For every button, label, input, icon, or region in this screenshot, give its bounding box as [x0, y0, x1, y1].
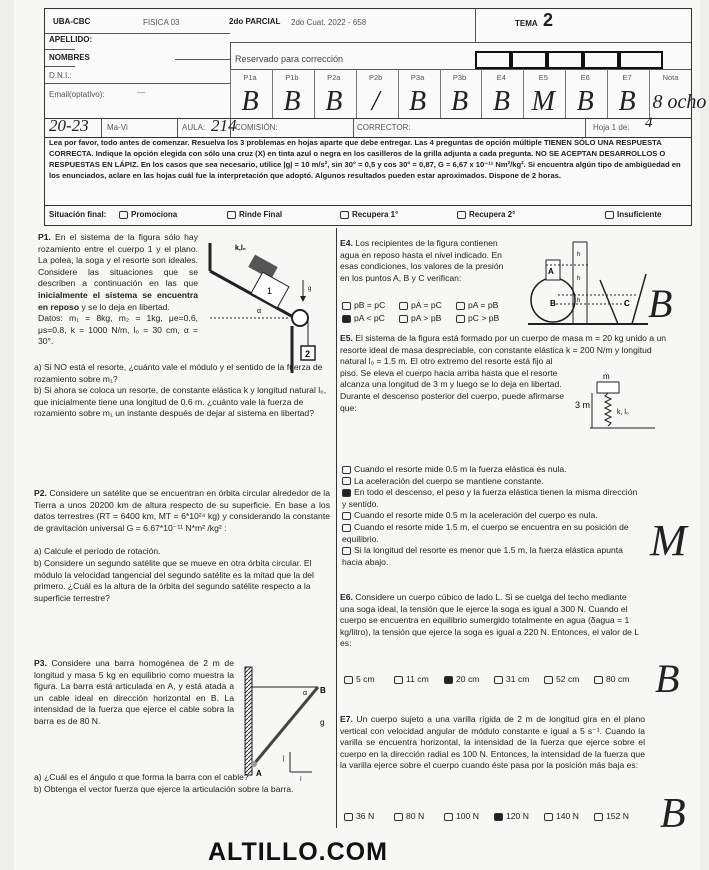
answer-option[interactable] — [344, 673, 375, 685]
answer-option[interactable] — [594, 673, 629, 685]
grade-column-header: E7 — [607, 69, 646, 86]
checkbox[interactable] — [494, 676, 503, 684]
point-a-label: A — [256, 769, 262, 778]
mass-label: m — [603, 372, 610, 381]
answer-option[interactable] — [544, 673, 579, 685]
p1-question-b: b) Si ahora se coloca un resorte, de constante elástica k y longitud natural l₀, que inicialmente tiene una longitud de 0.6 m. ¿cuánto vale la fuerza de rozamiento sobre m₁ un instante después de dejar al sistema en libertad? — [34, 385, 327, 419]
option-label: pA = pB — [468, 300, 499, 310]
option-label: 5 cm — [356, 674, 375, 684]
comision-label: COMISIÓN: — [235, 123, 278, 132]
checkbox[interactable] — [342, 547, 351, 555]
institution: UBA-CBC — [53, 17, 91, 26]
checkbox[interactable] — [444, 813, 453, 821]
p1-datos: Datos: m₁ = 8kg, m₂ = 1kg, μe=0.6, μs=0.8, k = 1000 N/m, l₀ = 30 cm, α = 30°. — [38, 313, 198, 347]
instructions: Lea por favor, todo antes de comenzar. Resuelva los 3 problemas en hojas aparte que debe entregar. Las 4 preguntas de opción múltiple TIENEN SÓLO UNA RESPUESTA CORRECTA. Indique la opción elegida con sólo una cruz (X) en tinta azul o negra en los casilleros de la grilla adjunta a cada pregunta. NO SE ACEPTAN DESARROLLOS O RESPUESTAS EN LÁPIZ. En los casos que sea necesario, utilice |g| = 10 m/s², sin 30° = 0,5 y cos 30° = 0,87, G = 6,67 x 10⁻¹¹ Nm²/kg². Si encuentra algún tipo de ambigüedad en los enunciados, aclare en las hojas cuál fue la interpretación que adoptó. Algunos resultados pueden estar aproximados. Dispone de 2 horas. — [49, 138, 681, 180]
svg-text:h: h — [577, 276, 581, 282]
grade-value: B — [230, 86, 269, 118]
situacion-rinde-final[interactable]: Rinde Final — [227, 210, 282, 219]
answer-option[interactable] — [342, 476, 642, 488]
option-label: pA = pC — [411, 300, 442, 310]
option-label: Cuando el resorte mide 0.5 m la fuerza elástica es nula. — [354, 464, 567, 474]
option-label: Si la longitud del resorte es menor que 1.5 m, la fuerza elástica apunta hacia abajo. — [342, 545, 623, 567]
reserved-box — [511, 51, 547, 69]
option-label: En todo el descenso, el peso y la fuerza elástica tienen la misma dirección y sentido. — [342, 487, 638, 509]
option-label: pC > pB — [468, 313, 500, 323]
p3-question-a: a) ¿Cuál es el ángulo α que forma la barra con el cable? — [34, 772, 249, 782]
svg-text:g: g — [308, 286, 312, 292]
email-dash: — — [137, 88, 145, 97]
nombres-label: NOMBRES — [49, 53, 90, 62]
exam-header — [44, 8, 707, 226]
checked-checkbox[interactable] — [494, 813, 503, 821]
tema-label: TEMA — [515, 19, 538, 28]
grade-value: 8 ocho — [649, 86, 709, 118]
grade-value: B — [314, 86, 353, 118]
option-label: 140 N — [556, 811, 579, 821]
point-b-label: B — [320, 686, 326, 695]
option-label: 11 cm — [406, 674, 429, 684]
grade-column-header: P2b — [356, 69, 395, 86]
footer-watermark: ALTILLO.COM — [208, 838, 388, 866]
option-label: pB = pC — [354, 300, 386, 310]
grade-value: B — [272, 86, 311, 118]
checkbox[interactable] — [399, 315, 408, 323]
reserved-box — [619, 51, 663, 69]
answer-option[interactable] — [399, 312, 441, 324]
aula-label: AULA: — [182, 123, 206, 132]
dni-label: D.N.I.: — [49, 71, 72, 80]
spring-label: k,l₀ — [235, 245, 246, 252]
angle-label: α — [257, 308, 262, 315]
situacion-recupera-2[interactable]: Recupera 2° — [457, 210, 515, 219]
body-2-label: 2 — [305, 349, 311, 359]
p2-statement: P2. Considere un satélite que se encuentran en órbita circular alrededor de la Tierra a unos 20200 km de altura respecto de su superficie. En base a los datos terrestres (RT = 6400 km, MT = 6*10²⁴ kg) y considerando la constante de gravitación universal G = 6.67*10⁻¹¹ N*m² /kg² : — [34, 488, 330, 533]
answer-option[interactable] — [494, 810, 529, 822]
svg-text:î: î — [300, 777, 302, 783]
exam-name: 2do PARCIAL — [229, 17, 281, 26]
hoja-label: Hoja 1 de: — [593, 123, 630, 132]
p2-question-b: b) Considere un segundo satélite que se mueve en otra órbita circular. El módulo la velocidad tangencial del segundo satélite es la mitad que la del primero. ¿Cuál es la altura de la órbita del segundo satélite respecto a la superficie terrestre? — [34, 557, 314, 603]
option-label: Cuando el resorte mide 1.5 m, el cuerpo se encuentra en su posición de equilibrio. — [342, 521, 629, 544]
checkbox[interactable] — [399, 302, 408, 310]
grade-column-header: P3b — [440, 69, 479, 86]
e6-grade: B — [655, 656, 680, 701]
reserved-label: Reservado para corrección — [235, 54, 344, 64]
answer-option[interactable] — [456, 312, 499, 324]
e7-statement: E7. Un cuerpo sujeto a una varilla rígida de 2 m de longitud gira en el plano vertical con velocidad angular de módulo constante e igual a 5 s⁻¹. Cuando la varilla se encuentra horizontal, la intensidad de la fuerza que ejerce sobre el cuerpo en la dirección radial es 100 N. Entonces, la intensidad de la fuerza que la varilla ejerce sobre el cuerpo cuando éste pasa por la posición más baja es: — [340, 714, 645, 771]
checkbox[interactable] — [594, 813, 603, 821]
e4-statement: E4. Los recipientes de la figura contienen agua en reposo hasta el nivel indicado. En esas condiciones, los valores de la presión en los puntos A, B y C verifican: — [340, 238, 504, 283]
answer-option[interactable] — [394, 810, 424, 822]
checkbox[interactable] — [544, 813, 553, 821]
grade-column-header: P2a — [314, 69, 353, 86]
option-label: 80 cm — [606, 674, 630, 684]
answer-option[interactable] — [342, 312, 385, 324]
option-label: Cuando el resorte mide 0.5 m la aceleración del cuerpo es nula. — [354, 510, 598, 521]
dias: Ma-Vi — [107, 123, 128, 132]
grade-column-header: E4 — [481, 69, 520, 86]
grade-value: B — [398, 86, 437, 118]
answer-option[interactable] — [342, 299, 385, 311]
spring-label: k, l₀ — [617, 409, 629, 416]
p3-statement: P3. Considere una barra homogénea de 2 m de longitud y masa 5 kg en equilibrio como muestra la figura. La barra está articulada en A, y está atada a un cable ideal en dirección horizontal en B. La intensidad de la fuerza que ejerce el cable sobra la barra es de 80 N. — [34, 658, 234, 726]
horario: 20-23 — [49, 116, 89, 135]
p2-question-a: a) Calcule el período de rotación. — [34, 546, 161, 557]
reserved-box — [547, 51, 583, 69]
checkbox[interactable] — [456, 302, 465, 310]
e5-statement-top: E5. El sistema de la figura está formado por un cuerpo de masa m = 20 kg unido a un resorte ideal de masa despreciable, con constante elástica k = 200 N/m y longitud natural l₀ = 1.5 m. El otro extremo del resorte está fijo al piso. Se eleva el cuerpo hacia arriba hasta que el resorte alcanza una longitud de 3 m y luego se lo deja en libertad. Durante el descenso posterior del cuerpo, puede afirmarse que: — [340, 333, 680, 425]
option-label: 100 N — [456, 811, 479, 821]
option-label: 36 N — [356, 811, 375, 821]
situacion-promociona[interactable]: Promociona — [119, 210, 177, 219]
answer-option[interactable] — [594, 810, 629, 822]
answer-option[interactable] — [342, 522, 642, 545]
tema-value: 2 — [543, 10, 554, 30]
e6-statement: E6. Considere un cuerpo cúbico de lado L. Si se cuelga del techo mediante una soga ideal, la tensión que le ejerce la soga es igual a 300 N. Cuando el cuerpo se encuentra en equilibrio sumergido totalmente en agua (δagua = 1 kg/litro), la tensión que ejerce la soga es igual a 220 N. Entonces, el valor de L es: — [340, 592, 639, 649]
pulley-icon — [292, 310, 308, 326]
angle-label: α — [303, 690, 308, 697]
e4-figure — [528, 240, 648, 328]
svg-text:h: h — [577, 252, 581, 258]
point-c-label: C — [624, 299, 630, 308]
p2-questions — [34, 546, 330, 604]
svg-text:h: h — [577, 298, 581, 304]
answer-option[interactable] — [342, 464, 642, 476]
grade-column-header: E6 — [565, 69, 604, 86]
grade-column-header: P1a — [230, 69, 269, 86]
answer-option[interactable] — [342, 487, 642, 510]
checkbox[interactable] — [544, 676, 553, 684]
answer-option[interactable] — [394, 673, 429, 685]
svg-text:ĵ: ĵ — [283, 756, 285, 762]
p1-figure — [205, 238, 320, 373]
checkbox[interactable] — [394, 676, 403, 684]
e5-grade: M — [650, 516, 687, 565]
checked-checkbox[interactable] — [444, 676, 453, 684]
option-label: 120 N — [506, 811, 529, 821]
term: 2do Cuat. 2022 - 658 — [291, 18, 367, 27]
answer-option[interactable] — [456, 299, 498, 311]
reserved-box — [475, 51, 511, 69]
course: FISICA 03 — [143, 18, 180, 27]
checkbox[interactable] — [594, 676, 603, 684]
answer-option[interactable] — [444, 673, 479, 685]
situacion-label: Situación final: — [49, 210, 107, 219]
apellido-label: APELLIDO: — [49, 35, 93, 44]
email-label: Email(optativo): — [49, 90, 105, 99]
grade-value: B — [481, 86, 520, 118]
checkbox[interactable] — [344, 813, 353, 821]
e4-grade: B — [648, 281, 673, 326]
grade-value: / — [356, 86, 395, 118]
reserved-box — [583, 51, 619, 69]
corrector-label: CORRECTOR: — [357, 123, 411, 132]
checkbox[interactable] — [342, 466, 351, 474]
wall-icon — [245, 667, 252, 775]
grade-value: B — [440, 86, 479, 118]
hoja-total: 4 — [645, 115, 653, 131]
checkbox[interactable] — [342, 512, 351, 520]
answer-option[interactable] — [344, 810, 374, 822]
option-label: 20 cm — [456, 674, 480, 684]
gravity-arrow-icon — [300, 296, 306, 302]
column-divider — [336, 228, 337, 828]
p3-questions — [34, 772, 330, 795]
length-label: 3 m — [575, 400, 591, 410]
checked-checkbox[interactable] — [342, 315, 351, 323]
answer-option[interactable] — [342, 545, 642, 568]
option-label: 31 cm — [506, 674, 530, 684]
grade-value: M — [523, 86, 562, 118]
p1-question-a: a) Si NO está el resorte, ¿cuánto vale el módulo y el sentido de la fuerza de rozamiento sobre m₁? — [34, 361, 323, 384]
grade-column-header: P3a — [398, 69, 437, 86]
checkbox[interactable] — [342, 524, 351, 532]
point-a-label: A — [548, 267, 554, 276]
option-label: 152 N — [606, 811, 629, 821]
grade-column-header: Nota — [649, 69, 691, 86]
p3-figure — [240, 662, 335, 782]
point-b-label: B — [550, 299, 556, 308]
situacion-recupera-1[interactable]: Recupera 1° — [340, 210, 398, 219]
checkbox[interactable] — [456, 315, 465, 323]
answer-option[interactable] — [444, 810, 479, 822]
aula-value: 214 — [211, 116, 237, 135]
option-label: pA > pB — [411, 313, 442, 323]
answer-option[interactable] — [342, 510, 642, 522]
option-label: La aceleración del cuerpo se mantiene constante. — [354, 475, 544, 486]
option-label: 52 cm — [556, 674, 580, 684]
checkbox[interactable] — [344, 676, 353, 684]
answer-option[interactable] — [544, 810, 579, 822]
p1-statement: P1. En el sistema de la figura sólo hay rozamiento entre el cuerpo 1 y el plano. La polea, la soga y el resorte son ideales. Considere las situaciones que se describen a continuación en las que inicialmente el sistema se encuentra en reposo y se lo deja en libertad. Datos: m₁ = 8kg, m₂ = 1kg, μe=0.6, μs=0.8, k = 1000 N/m, l₀ = 30 cm, α = 30°. — [38, 232, 199, 347]
e7-grade: B — [660, 791, 686, 837]
body-1-label: 1 — [267, 286, 273, 296]
e5-options — [342, 464, 642, 568]
checkbox[interactable] — [394, 813, 403, 821]
checkbox[interactable] — [342, 302, 351, 310]
answer-option[interactable] — [494, 673, 529, 685]
p2-block — [34, 488, 330, 604]
checked-checkbox[interactable] — [342, 489, 351, 497]
option-label: 80 N — [406, 811, 425, 821]
gravity-label: g — [320, 718, 325, 727]
e5-figure — [575, 372, 665, 434]
checkbox[interactable] — [342, 477, 351, 485]
grade-column-header: E5 — [523, 69, 562, 86]
p3-question-b: b) Obtenga el vector fuerza que ejerce la articulación sobre la barra. — [34, 783, 294, 794]
situacion-insuficiente[interactable]: Insuficiente — [605, 210, 661, 219]
grade-value: B — [565, 86, 604, 118]
grade-value: B — [607, 86, 646, 118]
option-label: pA < pC — [354, 313, 385, 323]
answer-option[interactable] — [399, 299, 442, 311]
grade-column-header: P1b — [272, 69, 311, 86]
